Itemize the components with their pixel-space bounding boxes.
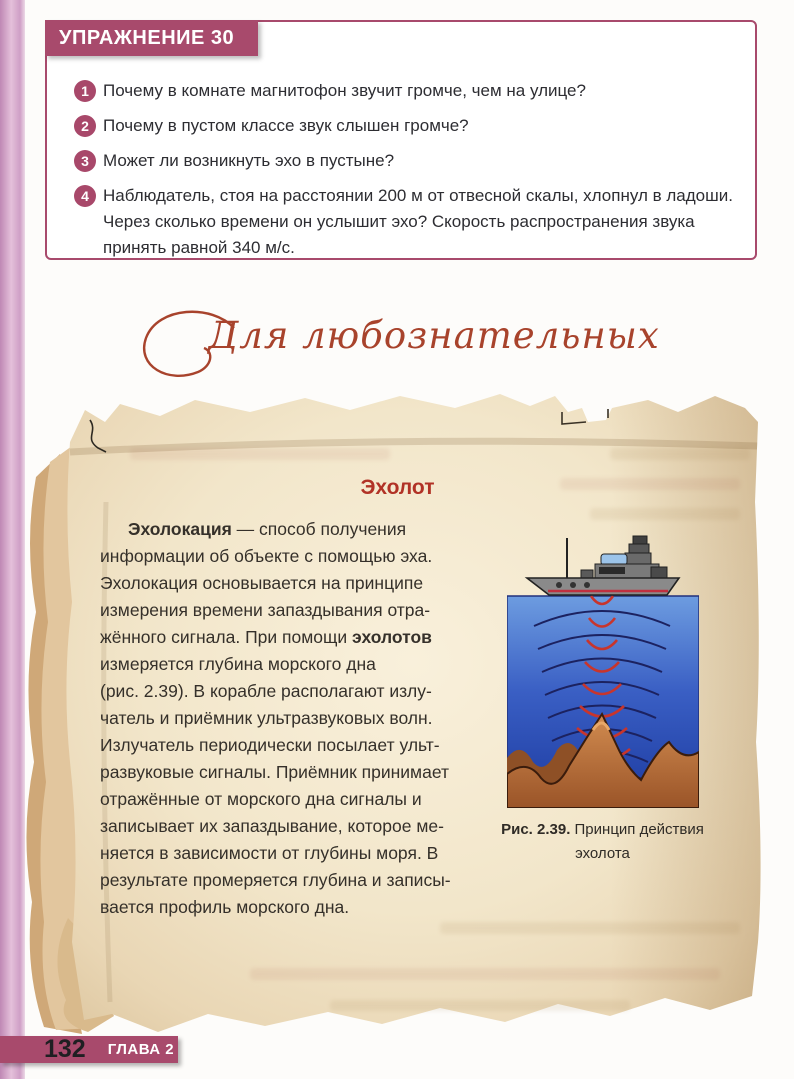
- calligraphic-flourish-icon: [134, 302, 254, 388]
- question-number-badge: 2: [74, 115, 96, 137]
- exercise-title: УПРАЖНЕНИЕ 30: [45, 20, 258, 56]
- question-row: [74, 183, 745, 261]
- bleed-through-text: [590, 508, 740, 520]
- question-text: Почему в комнате магнитофон звучит громче, чем на улице?: [103, 81, 586, 100]
- figure-caption-text: Принцип действия эхолота: [570, 821, 704, 862]
- figure-caption-label: Рис. 2.39.: [501, 821, 571, 838]
- question-row: [74, 148, 745, 174]
- question-number-badge: 3: [74, 150, 96, 172]
- paragraph-line: развуковые сигналы. Приёмник принимает: [100, 762, 449, 782]
- question-number-badge: 1: [74, 80, 96, 102]
- section-heading: [0, 292, 794, 378]
- question-text: Наблюдатель, стоя на расстоянии 200 м от отвесной скалы, хлопнул в ладоши. Через сколько времени он услышит эхо? Скорость распространения звука принять равной 340 м/с.: [103, 186, 733, 257]
- section-heading-text: Для любознательных: [208, 313, 660, 357]
- ship-icon: [527, 536, 679, 595]
- paragraph-line: вается профиль морского дна.: [100, 897, 350, 917]
- paragraph-line: чатель и приёмник ультразвуковых волн.: [100, 708, 433, 728]
- footer-bar: [0, 1036, 178, 1063]
- paragraph-line: Эхолокация — способ получения: [128, 519, 407, 539]
- bleed-through-text: [250, 968, 720, 980]
- article-title: Эхолот: [360, 476, 435, 499]
- bleed-through-text: [440, 922, 740, 934]
- sonar-illustration: [507, 534, 699, 808]
- page-number: 132: [44, 1035, 86, 1063]
- paragraph-line: жённого сигнала. При помощи эхолотов: [100, 627, 432, 647]
- exercise-box: [45, 20, 757, 260]
- question-list: [47, 22, 755, 261]
- question-row: [74, 78, 745, 104]
- paragraph-line: измерения времени запаздывания отра-: [100, 600, 431, 620]
- paragraph-line: результате промеряется глубина и записы-: [100, 870, 451, 890]
- question-text: Может ли возникнуть эхо в пустыне?: [103, 151, 395, 170]
- question-row: [74, 113, 745, 139]
- paragraph-line: измеряется глубина морского дна: [100, 654, 376, 674]
- paragraph-line: Излучатель периодически посылает ульт-: [100, 735, 440, 755]
- paragraph-line: отражённые от морского дна сигналы и: [100, 789, 422, 809]
- article-paragraph: [100, 516, 502, 921]
- paragraph-line: Эхолокация основывается на принципе: [100, 573, 424, 593]
- chapter-label: ГЛАВА 2: [107, 1041, 175, 1058]
- bleed-through-text: [130, 448, 390, 460]
- bleed-through-text: [330, 1000, 630, 1011]
- figure-caption: [500, 818, 705, 866]
- question-number-badge: 4: [74, 185, 96, 207]
- paragraph-line: информации об объекте с помощью эха.: [100, 546, 433, 566]
- bleed-through-text: [610, 448, 750, 460]
- paragraph-line: няется в зависимости от глубины моря. В: [100, 843, 439, 863]
- paragraph-line: записывает их запаздывание, которое ме-: [100, 816, 444, 836]
- question-text: Почему в пустом классе звук слышен громче?: [103, 116, 469, 135]
- figure-2-39: [507, 534, 699, 813]
- paragraph-line: (рис. 2.39). В корабле располагают излу-: [100, 681, 432, 701]
